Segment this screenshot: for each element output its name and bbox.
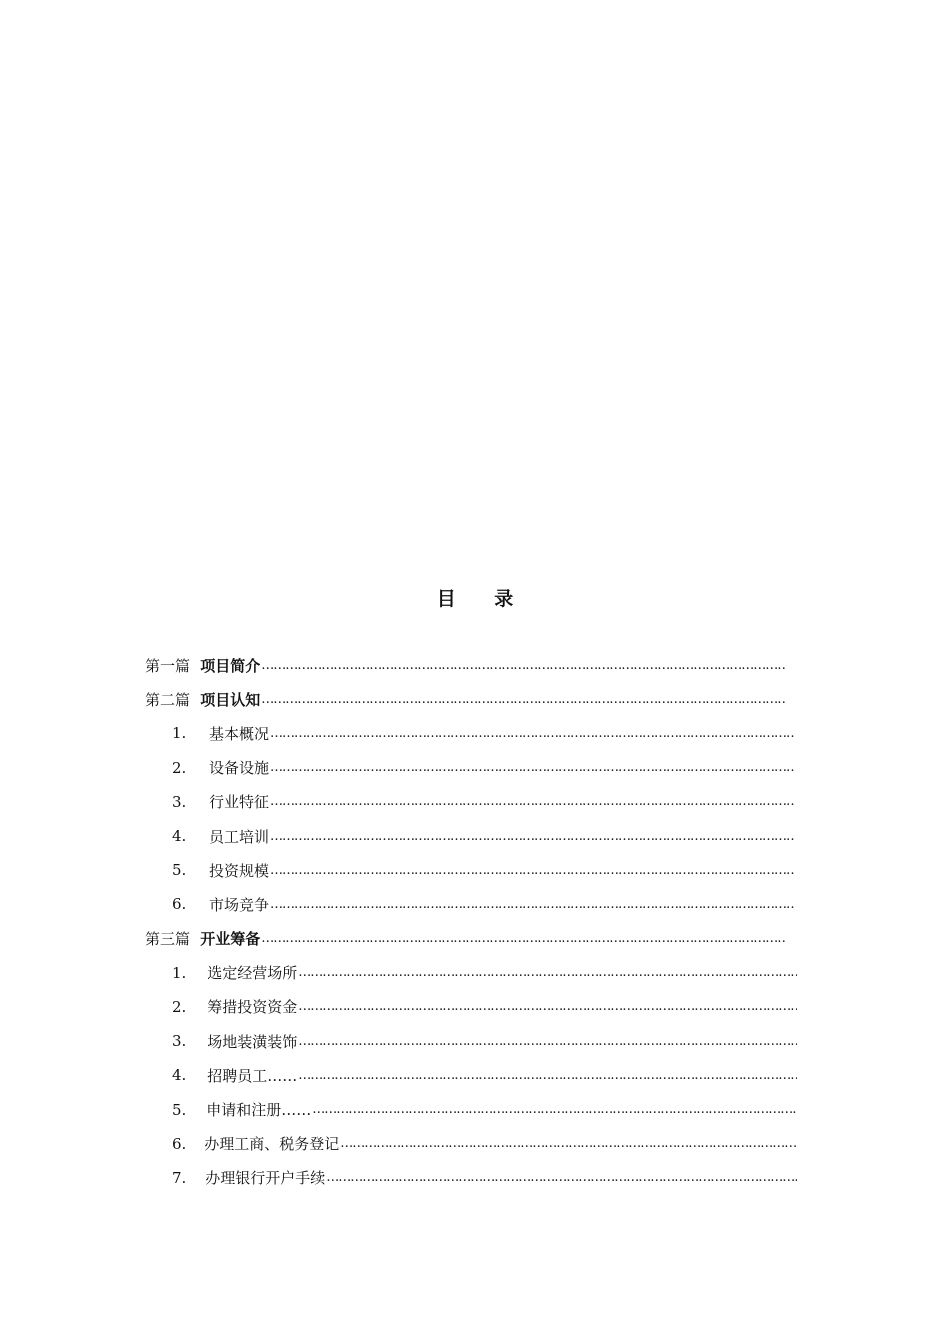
toc-entry-part-2[interactable] [0,682,787,716]
item-number: 2. [172,997,187,1016]
item-title: 筹措投资资金 [207,998,298,1017]
toc-entry-2-2[interactable] [0,751,794,785]
item-number: 4. [172,827,187,846]
item-title: 选定经营场所 [207,964,298,983]
item-title: 行业特征 [209,793,270,812]
dot-leader [270,760,794,775]
dot-leader [326,1170,797,1185]
dot-leader [270,726,794,741]
item-title: 招聘员工…… [207,1066,298,1085]
item-number: 2. [172,758,187,777]
item-title: 办理工商、税务登记 [204,1135,340,1154]
item-title: 申请和注册…… [206,1101,312,1120]
dot-leader [298,965,797,980]
dot-leader [312,1102,797,1117]
toc-entry-3-5[interactable] [0,1092,797,1126]
dot-leader [261,658,787,673]
toc-entry-3-6[interactable] [0,1127,797,1161]
item-title: 场地装潢装饰 [207,1032,298,1051]
toc-entry-3-3[interactable] [0,1024,797,1058]
dot-leader [270,829,794,844]
item-number: 4. [172,1066,187,1085]
part-label: 第二篇 [145,690,191,709]
toc-list [0,648,950,1195]
part-title: 项目简介 [200,656,261,675]
item-title: 市场竞争 [209,895,270,914]
toc-entry-2-4[interactable] [0,819,794,853]
item-number: 1. [172,963,187,982]
part-label: 第一篇 [145,656,191,675]
item-number: 1. [172,724,187,743]
dot-leader [298,999,797,1014]
toc-entry-3-4[interactable] [0,1058,797,1092]
toc-entry-2-5[interactable] [0,853,794,887]
part-title: 项目认知 [200,690,261,709]
dot-leader [261,692,787,707]
item-title: 基本概况 [209,724,270,743]
item-number: 3. [172,792,187,811]
item-number: 5. [172,1100,187,1119]
toc-title: 目 录 [436,588,530,610]
item-title: 设备设施 [209,759,270,778]
item-number: 5. [172,861,187,880]
toc-entry-2-6[interactable] [0,887,794,921]
dot-leader [298,1034,797,1049]
toc-entry-3-7[interactable] [0,1161,797,1195]
toc-entry-3-1[interactable] [0,956,797,990]
dot-leader [298,1068,797,1083]
dot-leader [340,1136,797,1151]
item-number: 6. [172,895,187,914]
dot-leader [261,931,787,946]
dot-leader [270,897,794,912]
toc-entry-3-2[interactable] [0,990,797,1024]
item-title: 员工培训 [209,827,270,846]
toc-entry-2-1[interactable] [0,716,794,750]
item-title: 投资规模 [209,861,270,880]
item-number: 7. [172,1168,187,1187]
item-number: 3. [172,1032,187,1051]
toc-entry-part-3[interactable] [0,922,787,956]
toc-entry-part-1[interactable] [0,648,787,682]
item-number: 6. [172,1134,187,1153]
part-title: 开业筹备 [200,930,261,949]
part-label: 第三篇 [145,930,191,949]
toc-entry-2-3[interactable] [0,785,794,819]
dot-leader [270,794,794,809]
dot-leader [270,863,794,878]
item-title: 办理银行开户手续 [205,1169,326,1188]
